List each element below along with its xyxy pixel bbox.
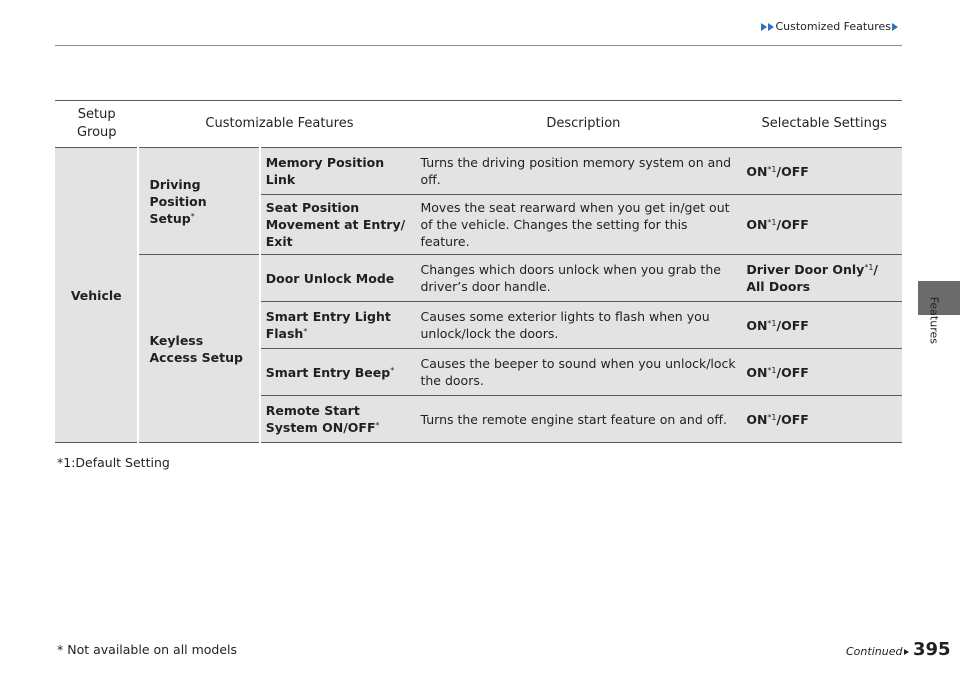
continued-arrow-icon xyxy=(904,649,909,655)
feature-setting: ON$^{*1}$/OFF xyxy=(746,349,902,396)
header-customizable-features: Customizable Features xyxy=(138,101,420,148)
setup-group-vehicle: Vehicle xyxy=(55,148,138,443)
feature-description: Turns the driving position memory system on and off. xyxy=(420,148,746,195)
header-description: Description xyxy=(420,101,746,148)
page-number: 395 xyxy=(913,639,951,660)
table-row xyxy=(55,148,902,195)
availability-note: * Not available on all models xyxy=(57,642,238,657)
feature-setting: ON$^{*1}$/OFF xyxy=(746,396,902,443)
subgroup-keyless-access: Keyless Access Setup xyxy=(138,255,259,443)
customized-features-table xyxy=(55,100,902,443)
feature-description: Causes the beeper to sound when you unlock/lock the doors. xyxy=(420,349,746,396)
feature-description: Moves the seat rearward when you get in/get out of the vehicle. Changes the setting for this feature. xyxy=(420,195,746,255)
feature-description: Turns the remote engine start feature on and off. xyxy=(420,396,746,443)
feature-setting: Driver Door Only$^{*1}$/ All Doors xyxy=(746,255,902,302)
feature-name: Door Unlock Mode xyxy=(260,255,421,302)
feature-description: Causes some exterior lights to flash when you unlock/lock the doors. xyxy=(420,302,746,349)
feature-name: Seat Position Movement at Entry/ Exit xyxy=(260,195,421,255)
header-rule xyxy=(55,45,902,46)
feature-name: Smart Entry Beep* xyxy=(260,349,421,396)
header-setup-group: Setup Group xyxy=(55,101,138,148)
breadcrumb-arrow-icon xyxy=(761,23,767,31)
feature-setting: ON$^{*1}$/OFF xyxy=(746,148,902,195)
breadcrumb-arrow-icon xyxy=(892,23,898,31)
subgroup-driving-position: Driving Position Setup* xyxy=(138,148,259,255)
feature-setting: ON$^{*1}$/OFF xyxy=(746,302,902,349)
feature-setting: ON$^{*1}$/OFF xyxy=(746,195,902,255)
feature-description: Changes which doors unlock when you grab the driver’s door handle. xyxy=(420,255,746,302)
breadcrumb-text: Customized Features xyxy=(775,20,891,33)
table-row xyxy=(55,255,902,302)
feature-name: Remote Start System ON/OFF* xyxy=(260,396,421,443)
breadcrumb xyxy=(761,20,898,33)
table-header-row xyxy=(55,101,902,148)
header-selectable-settings: Selectable Settings xyxy=(746,101,902,148)
breadcrumb-arrow-icon xyxy=(768,23,774,31)
feature-name: Smart Entry Light Flash* xyxy=(260,302,421,349)
continued-label: Continued xyxy=(846,645,909,658)
default-setting-footnote: *1:Default Setting xyxy=(57,455,170,470)
section-label: Features xyxy=(927,296,940,344)
feature-name: Memory Position Link xyxy=(260,148,421,195)
